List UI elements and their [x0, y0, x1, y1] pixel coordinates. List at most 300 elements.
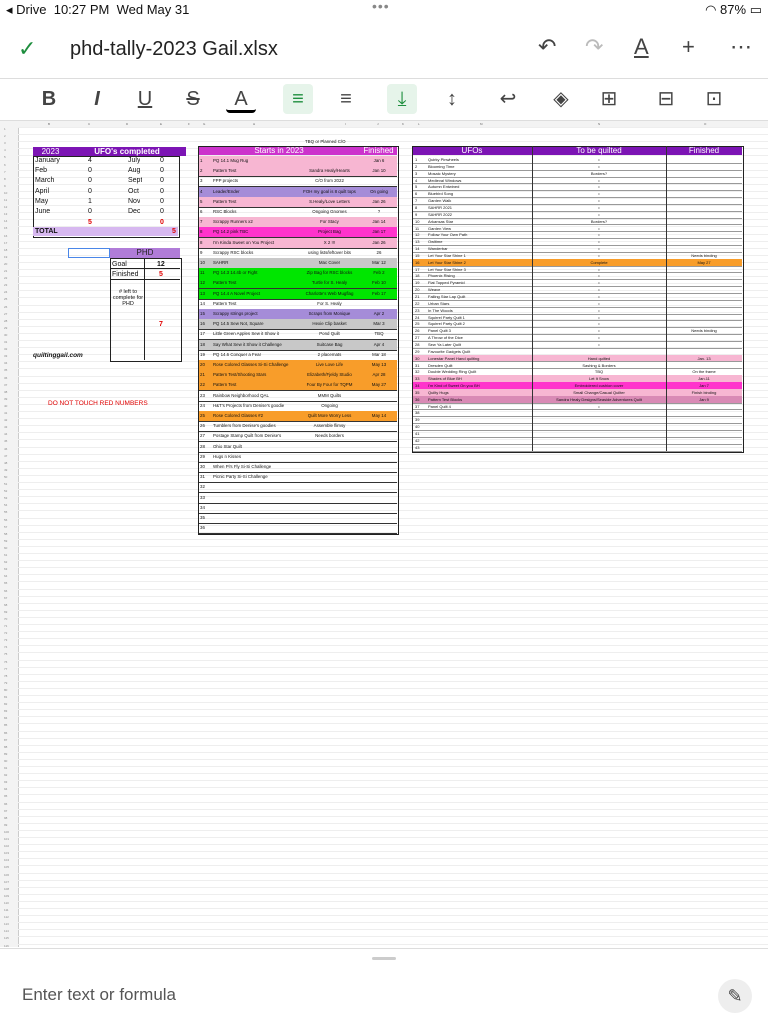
gridline: [18, 766, 768, 767]
month-label: May: [35, 197, 49, 205]
row-number[interactable]: 51: [4, 482, 8, 486]
row-number[interactable]: 93: [4, 780, 8, 785]
row-number[interactable]: 30: [4, 332, 8, 337]
project-note: For S. Healy: [317, 300, 342, 306]
insert-plus-icon[interactable]: +: [682, 34, 695, 59]
row-number[interactable]: 92: [4, 773, 8, 778]
row-number[interactable]: 71: [4, 624, 8, 628]
ufo-number: 43: [415, 444, 420, 450]
month-count: 4: [88, 157, 92, 164]
finished-date: May 13: [371, 362, 387, 367]
gridline: [18, 546, 768, 547]
project-name: Scrappy RSC blocks: [213, 249, 254, 255]
row-number[interactable]: 96: [4, 801, 8, 806]
row-number-cell: 11: [200, 270, 205, 276]
italic-icon[interactable]: I: [94, 88, 100, 110]
row-number[interactable]: 58: [4, 531, 8, 536]
row-number[interactable]: 47: [4, 453, 8, 458]
ufo-name: Arkansas Star: [428, 218, 454, 224]
row-number[interactable]: 70: [4, 616, 8, 621]
finished-date: 26: [376, 249, 382, 255]
row-number[interactable]: 4: [4, 148, 6, 153]
row-number[interactable]: 106: [4, 872, 10, 877]
row-number[interactable]: 14: [4, 219, 8, 224]
ufo-status: •: [598, 232, 600, 238]
row-number[interactable]: 114: [4, 929, 9, 934]
spreadsheet-grid[interactable]: [0, 121, 768, 947]
row-number[interactable]: 57: [4, 524, 8, 529]
starts-title: Starts in 2023: [198, 146, 360, 155]
project-note: Ongoing: [321, 402, 338, 408]
gridline: [18, 702, 768, 703]
gridline: [18, 901, 768, 902]
gridline: [18, 837, 768, 838]
row-number[interactable]: 37: [4, 382, 8, 387]
ufo-number: 36: [415, 396, 420, 402]
gridline: [18, 809, 768, 810]
row-number[interactable]: 5: [4, 155, 6, 160]
col-g[interactable]: G: [203, 122, 206, 126]
align-left-icon[interactable]: ≡: [283, 84, 313, 114]
row-number-cell: 9: [200, 249, 203, 255]
col-n[interactable]: N: [598, 122, 601, 126]
row-number[interactable]: 66: [4, 588, 8, 593]
gridline: [18, 794, 768, 795]
col-f[interactable]: F: [188, 122, 190, 126]
row-number[interactable]: 110: [4, 900, 9, 905]
row-number[interactable]: 55: [4, 510, 8, 515]
row-number[interactable]: 95: [4, 794, 8, 799]
row-number[interactable]: 59: [4, 538, 8, 543]
row-number[interactable]: 52: [4, 489, 8, 494]
row-number-cell: 33: [200, 494, 205, 500]
row-number[interactable]: 111: [4, 908, 9, 912]
ufo-finished: On the frame: [692, 369, 716, 375]
row-number[interactable]: 115: [4, 936, 9, 941]
gridline: [18, 723, 768, 724]
gridline: [18, 816, 768, 817]
ufo-name: Lonestar Panel Hand quilting: [428, 355, 480, 361]
ufo-name: Garden Walk: [428, 198, 452, 204]
row-number[interactable]: 56: [4, 517, 8, 522]
row-number[interactable]: 20: [4, 261, 8, 266]
wrap-text-icon[interactable]: ↩: [499, 88, 517, 110]
finished-date: ?: [377, 209, 381, 214]
strikethrough-icon[interactable]: S: [186, 88, 200, 110]
row-number[interactable]: 109: [4, 893, 10, 898]
row-number[interactable]: 104: [4, 858, 10, 863]
row-number[interactable]: 36: [4, 375, 8, 380]
row-number[interactable]: 67: [4, 595, 8, 600]
ufo-name: Blooming Time: [428, 163, 455, 169]
row-number[interactable]: 50: [4, 474, 8, 479]
row-number[interactable]: 99: [4, 822, 8, 827]
row-number[interactable]: 46: [4, 446, 8, 451]
ufo-completed-title: UFO's completed: [68, 147, 186, 156]
row-number[interactable]: 3: [4, 141, 6, 146]
row-number[interactable]: 101: [4, 837, 10, 841]
project-name: Rainbow Neighborhood QAL: [213, 392, 269, 398]
row-number[interactable]: 82: [4, 702, 8, 707]
row-number[interactable]: 27: [4, 311, 8, 316]
row-number[interactable]: 86: [4, 730, 8, 735]
row-number[interactable]: 113: [4, 922, 9, 927]
ufos-border: [412, 146, 744, 453]
ufo-status: •: [598, 177, 600, 183]
project-note: Charlotte's Web Mugflag: [305, 290, 354, 296]
row-number[interactable]: 29: [4, 325, 8, 330]
row-number[interactable]: 53: [4, 496, 8, 501]
back-to-app[interactable]: Drive: [16, 2, 47, 17]
ufo-finished: Jan 7: [699, 383, 709, 389]
fill-color-icon[interactable]: ◈: [553, 88, 569, 110]
row-number[interactable]: 38: [4, 389, 8, 394]
ufo-name: Falling Star Lap Quilt: [428, 294, 466, 299]
row-number[interactable]: 23: [4, 283, 8, 288]
row-number-cell: 25: [200, 413, 205, 418]
row-number-cell: 7: [200, 219, 203, 225]
row-number[interactable]: 8: [4, 176, 6, 181]
row-number-cell: 1: [200, 158, 203, 163]
project-note: Needs borders: [315, 433, 344, 439]
row-number[interactable]: 25: [4, 297, 8, 302]
phd-goal-label: Goal: [112, 261, 127, 268]
row-number[interactable]: 41: [4, 411, 8, 415]
gridline: [18, 681, 768, 682]
project-name: Tumblers from Denise's goodies: [213, 423, 276, 429]
row-number[interactable]: 2: [4, 134, 6, 139]
text-color-icon[interactable]: A: [226, 84, 256, 113]
ufo-number: 13: [415, 239, 420, 245]
ufo-number: 39: [415, 417, 420, 423]
project-name: PQ 14.4 A Novel Project: [213, 290, 261, 296]
project-name: When Pi's Fly Si-Si Challenge: [213, 464, 272, 469]
battery-level: 87%: [720, 2, 747, 17]
ufo-finished: Jan.11: [698, 376, 710, 382]
gridline: [18, 922, 768, 923]
ufo-status: Borders?: [590, 170, 608, 176]
row-number[interactable]: 77: [4, 666, 8, 671]
row-number[interactable]: 83: [4, 709, 8, 714]
row-number-cell: 10: [200, 260, 205, 265]
row-number-cell: 24: [200, 402, 205, 408]
gridline: [18, 624, 768, 625]
finished-date: Feb 17: [372, 290, 386, 296]
align-bottom-icon[interactable]: ⤓: [387, 84, 417, 114]
row-number-cell: 18: [200, 341, 205, 347]
month-count: 0: [88, 187, 92, 195]
project-note: X 2 !!!: [323, 239, 336, 245]
col-i[interactable]: I: [345, 122, 346, 126]
row-number[interactable]: 60: [4, 545, 8, 550]
file-name: phd-tally-2023 Gail.xlsx: [70, 38, 278, 60]
ufo-number: 19: [415, 280, 420, 286]
project-note: Mac Cover: [318, 260, 341, 265]
row-number-cell: 8: [200, 239, 203, 245]
row-number[interactable]: 91: [4, 766, 8, 770]
ufo-name: Mosaic Mystery: [428, 170, 456, 176]
row-number[interactable]: 65: [4, 581, 8, 586]
selected-cell[interactable]: [68, 248, 110, 258]
row-number-cell: 13: [200, 290, 205, 296]
align-center-icon[interactable]: ≡: [340, 88, 352, 110]
ufo-number: 41: [415, 431, 420, 436]
done-check-icon[interactable]: ✓: [18, 36, 37, 61]
align-middle-icon[interactable]: ↕: [447, 88, 457, 110]
row-number[interactable]: 42: [4, 418, 8, 423]
starts-finished-header: Finished: [360, 146, 397, 155]
gridline: [18, 688, 768, 689]
gridline: [18, 539, 768, 540]
gridline: [18, 581, 768, 582]
row-number[interactable]: 54: [4, 503, 8, 508]
ufo-number: 33: [415, 376, 420, 382]
ufo-number: 34: [415, 383, 420, 389]
ufo-name: Let Your Star Shine 3: [428, 266, 466, 272]
column-divider: [532, 146, 533, 451]
col-h[interactable]: H: [253, 122, 256, 126]
row-number[interactable]: 15: [4, 226, 8, 231]
row-number[interactable]: 85: [4, 723, 8, 728]
row-number[interactable]: 43: [4, 425, 8, 430]
row-number[interactable]: 63: [4, 567, 8, 572]
multitask-dots[interactable]: •••: [372, 0, 390, 14]
project-note: For Stacy: [320, 219, 339, 225]
ufo-status: Small Change/Casual Quilter: [573, 389, 625, 395]
row-number[interactable]: 45: [4, 439, 8, 444]
col-e[interactable]: E: [160, 122, 163, 126]
row-number[interactable]: 98: [4, 815, 8, 820]
row-number[interactable]: 107: [4, 879, 10, 884]
redo-icon[interactable]: ↷: [585, 34, 604, 59]
text-format-icon[interactable]: A: [634, 34, 649, 59]
project-name: PQ 14.1 Mug Rug: [213, 158, 249, 163]
row-number[interactable]: 75: [4, 652, 8, 657]
month-label: July: [128, 157, 141, 164]
row-number[interactable]: 10: [4, 190, 8, 195]
ufo-subtotal-left: 5: [88, 219, 92, 226]
row-number-cell: 30: [200, 464, 205, 469]
col-k[interactable]: K: [402, 122, 405, 126]
ufo-status: Sashing & Borders: [582, 362, 616, 368]
row-number[interactable]: 1: [4, 127, 6, 131]
row-number[interactable]: 88: [4, 744, 8, 749]
ufo-name: Favourite Gadgets Quilt: [428, 348, 471, 354]
row-number[interactable]: 24: [4, 290, 8, 295]
row-number[interactable]: 13: [4, 212, 8, 217]
project-name: Hugs n Kisses: [213, 453, 242, 459]
row-number[interactable]: 79: [4, 680, 8, 685]
row-number[interactable]: 11: [4, 198, 8, 202]
ufo-number: 22: [415, 300, 420, 306]
row-number[interactable]: 40: [4, 403, 8, 408]
row-number[interactable]: 48: [4, 460, 8, 465]
row-number[interactable]: 19: [4, 254, 8, 259]
ufo-status: •: [598, 314, 600, 320]
title-bar: [0, 22, 768, 79]
row-number[interactable]: 97: [4, 808, 8, 813]
ufo-name: A Throw of the Dice: [428, 335, 463, 341]
row-number[interactable]: 21: [4, 269, 8, 273]
underline-icon[interactable]: U: [137, 88, 153, 110]
col-d[interactable]: D: [126, 122, 129, 126]
project-note: Pond Quilt: [319, 331, 340, 337]
gridline: [18, 780, 768, 781]
row-number[interactable]: 100: [4, 829, 10, 834]
row-number[interactable]: 74: [4, 645, 8, 650]
col-b[interactable]: B: [48, 122, 51, 126]
row-number[interactable]: 90: [4, 758, 8, 763]
ufo-number: 3: [415, 170, 418, 176]
row-number[interactable]: 34: [4, 361, 8, 366]
project-note: Sandra Healy/Hearts: [309, 168, 350, 174]
row-number[interactable]: 62: [4, 560, 8, 565]
gridline: [18, 674, 768, 675]
status-bar: [0, 0, 768, 20]
row-number[interactable]: 116: [4, 943, 9, 947]
ufo-name: Let Your Star Shine 2: [428, 259, 466, 265]
project-name: SAHRR: [213, 260, 229, 265]
finished-date: Mar 12: [372, 260, 386, 265]
phd-title: PHD: [110, 248, 180, 258]
row-number[interactable]: 6: [4, 162, 6, 167]
ufo-name: Squirrel Party Quilt 2: [428, 321, 465, 327]
ufo-name: Bluebird Song: [428, 191, 454, 197]
col-c[interactable]: C: [88, 122, 91, 126]
month-count: 1: [88, 197, 92, 205]
row-number-cell: 16: [200, 321, 205, 327]
gridline: [18, 127, 768, 128]
month-label: Feb: [35, 167, 48, 175]
project-note: Hexie Clip basket: [312, 321, 347, 327]
row-number[interactable]: 28: [4, 318, 8, 323]
gridline: [18, 631, 768, 632]
row-number[interactable]: 64: [4, 574, 8, 579]
row-number[interactable]: 84: [4, 716, 8, 721]
ufo-number: 10: [415, 218, 420, 224]
finished-date: Mar 18: [372, 351, 386, 357]
bold-icon[interactable]: B: [41, 88, 57, 110]
row-number[interactable]: 32: [4, 347, 8, 352]
ufo-number: 8: [415, 204, 418, 210]
ufo-name: Weave: [428, 287, 441, 293]
phd-goal-value: 12: [157, 261, 165, 268]
ufo-status: Sandra Healy Designs/Seaside Adventures Quilt: [556, 396, 642, 402]
ufo-status: •: [598, 184, 600, 190]
row-number[interactable]: 22: [4, 276, 8, 281]
drag-handle[interactable]: [372, 957, 396, 960]
row-number[interactable]: 18: [4, 247, 8, 252]
borders-icon[interactable]: ⊞: [600, 88, 618, 110]
ufo-number: 31: [415, 362, 420, 368]
row-number[interactable]: 17: [4, 240, 8, 245]
ufo-number: 20: [415, 287, 420, 293]
ufo-status: •: [598, 341, 600, 347]
gridline: [18, 596, 768, 597]
row-number[interactable]: 78: [4, 673, 8, 678]
project-name: I'm Kinda Sweet on You Project: [213, 239, 275, 245]
ufo-number: 27: [415, 335, 420, 341]
row-number[interactable]: 81: [4, 695, 8, 699]
month-count: 0: [160, 197, 164, 205]
gridline: [18, 731, 768, 732]
row-number[interactable]: 35: [4, 368, 8, 373]
insert-row-icon[interactable]: ⊟: [657, 88, 675, 110]
ufo-name: Panel Quilt 4: [428, 403, 451, 409]
row-number[interactable]: 89: [4, 751, 8, 756]
row-number[interactable]: 12: [4, 205, 8, 210]
row-number[interactable]: 9: [4, 183, 6, 188]
month-label: April: [35, 187, 50, 195]
row-number[interactable]: 44: [4, 432, 8, 437]
insert-column-icon[interactable]: ⊡: [705, 88, 723, 110]
battery-icon: ▭: [749, 2, 762, 17]
ufo-status: •: [598, 335, 600, 341]
row-number[interactable]: 73: [4, 638, 8, 643]
row-number[interactable]: 105: [4, 865, 10, 870]
ufo-name: Urban Stars: [428, 300, 450, 306]
project-name: RSC Blocks: [213, 209, 237, 214]
row-number-cell: 28: [200, 443, 205, 449]
ufo-number: 28: [415, 341, 420, 347]
edit-pencil-icon[interactable]: ✎: [718, 979, 752, 1013]
row-number[interactable]: 108: [4, 886, 10, 891]
ufo-status: •: [598, 191, 600, 197]
row-number[interactable]: 87: [4, 737, 8, 742]
ufo-status: Hand quilted: [587, 355, 611, 361]
gridline: [18, 929, 768, 930]
row-number[interactable]: 39: [4, 396, 8, 401]
row-number[interactable]: 72: [4, 631, 8, 636]
ufo-number: 23: [415, 307, 420, 313]
formula-input[interactable]: Enter text or formula: [22, 985, 177, 1004]
ufo-finished: Finish binding: [691, 389, 717, 395]
row-number[interactable]: 31: [4, 340, 8, 344]
row-number[interactable]: 76: [4, 659, 8, 664]
project-note: Quilt More Worry Less: [307, 413, 352, 418]
row-number[interactable]: 33: [4, 354, 8, 359]
undo-icon[interactable]: ↶: [538, 34, 557, 59]
phd-divider: [110, 279, 180, 280]
row-number-cell: 23: [200, 392, 205, 398]
col-l[interactable]: L: [418, 122, 420, 126]
row-number[interactable]: 49: [4, 467, 8, 472]
row-number[interactable]: 80: [4, 687, 8, 692]
row-number[interactable]: 7: [4, 169, 6, 174]
row-number[interactable]: 16: [4, 233, 8, 238]
row-number[interactable]: 102: [4, 844, 10, 849]
row-number[interactable]: 61: [4, 553, 8, 557]
project-name: Picnic Party Si-Si Challenge: [213, 474, 268, 480]
row-number[interactable]: 68: [4, 602, 8, 607]
ufo-name: Sew Ya Later Quilt: [428, 341, 461, 347]
status-time: 10:27 PM: [53, 2, 110, 17]
row-number[interactable]: 112: [4, 915, 9, 920]
phd-divider: [144, 258, 145, 360]
row-number[interactable]: 69: [4, 609, 8, 614]
col-j[interactable]: J: [377, 122, 379, 126]
gridline: [18, 589, 768, 590]
col-o[interactable]: O: [704, 122, 707, 126]
row-number[interactable]: 94: [4, 787, 8, 792]
ufo-name: Phoenix Rising: [428, 273, 455, 279]
more-options-icon[interactable]: ⋯: [730, 34, 752, 59]
row-number[interactable]: 26: [4, 304, 8, 309]
project-note: Four By Four for TQPM: [306, 382, 353, 388]
row-number-cell: 35: [200, 515, 205, 520]
col-m[interactable]: M: [480, 122, 483, 126]
row-number[interactable]: 103: [4, 851, 10, 856]
